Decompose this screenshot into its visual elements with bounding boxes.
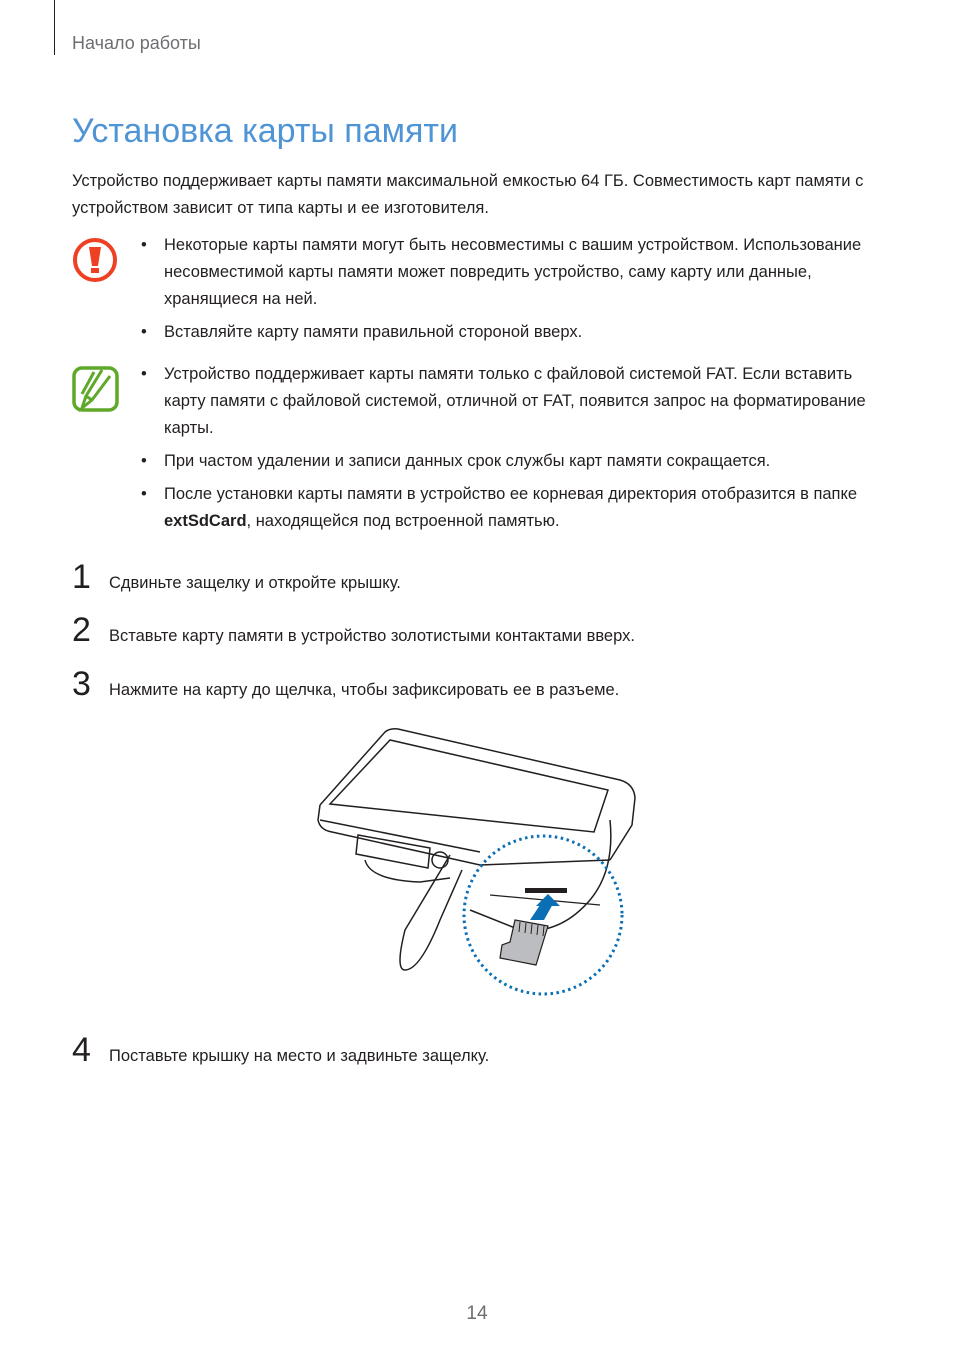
list-item xyxy=(141,319,884,346)
page-number: 14 xyxy=(466,1303,488,1324)
step-text: Поставьте крышку на место и задвиньте защелку. xyxy=(109,1047,490,1065)
page-title: Установка карты памяти xyxy=(72,112,458,150)
step-3 xyxy=(72,665,872,704)
list-item xyxy=(141,232,884,313)
step-1 xyxy=(72,558,872,597)
list-item xyxy=(141,361,884,442)
list-item-text: После установки карты памяти в устройство ее корневая директория отобразится в папке xyxy=(164,485,858,503)
step-number: 1 xyxy=(72,558,91,596)
step-4 xyxy=(72,1031,872,1070)
step-number: 3 xyxy=(72,665,91,703)
bullet: • xyxy=(141,323,147,341)
step-text: Нажмите на карту до щелчка, чтобы зафиксировать ее в разъеме. xyxy=(109,681,620,699)
list-item xyxy=(141,481,884,535)
list-item-text: При частом удалении и записи данных срок службы карт памяти сокращается. xyxy=(164,452,771,470)
step-number: 4 xyxy=(72,1031,91,1069)
list-item-text: Некоторые карты памяти могут быть несовместимы с вашим устройством. Использование несовместимой карты памяти может повредить устройство, саму карту или данные, хранящиеся на ней. xyxy=(164,236,862,308)
section-header: Начало работы xyxy=(72,33,201,53)
note-list xyxy=(141,361,884,541)
list-item xyxy=(141,448,884,475)
bullet: • xyxy=(141,365,147,383)
list-item-text: , находящейся под встроенной памятью. xyxy=(246,512,560,530)
camera-card-illustration xyxy=(310,720,640,1000)
note-icon xyxy=(72,366,120,414)
margin-rule xyxy=(54,0,55,55)
list-item-text: Устройство поддерживает карты памяти только с файловой системой FAT. Если вставить карту памяти с файловой системой, отличной от FAT, появится запрос на форматирование карты. xyxy=(164,365,866,437)
bullet: • xyxy=(141,485,147,503)
folder-name: extSdCard xyxy=(164,512,247,530)
step-number: 2 xyxy=(72,611,91,649)
step-text: Вставьте карту памяти в устройство золотистыми контактами вверх. xyxy=(109,627,635,645)
step-2 xyxy=(72,611,872,650)
list-item-text: Вставляйте карту памяти правильной стороной вверх. xyxy=(164,323,583,341)
warning-list xyxy=(141,232,884,352)
intro-paragraph: Устройство поддерживает карты памяти максимальной емкостью 64 ГБ. Совместимость карт памяти с устройством зависит от типа карты и ее изготовителя. xyxy=(72,172,864,217)
warning-icon xyxy=(72,237,120,285)
bullet: • xyxy=(141,236,147,254)
step-text: Сдвиньте защелку и откройте крышку. xyxy=(109,574,401,592)
bullet: • xyxy=(141,452,147,470)
